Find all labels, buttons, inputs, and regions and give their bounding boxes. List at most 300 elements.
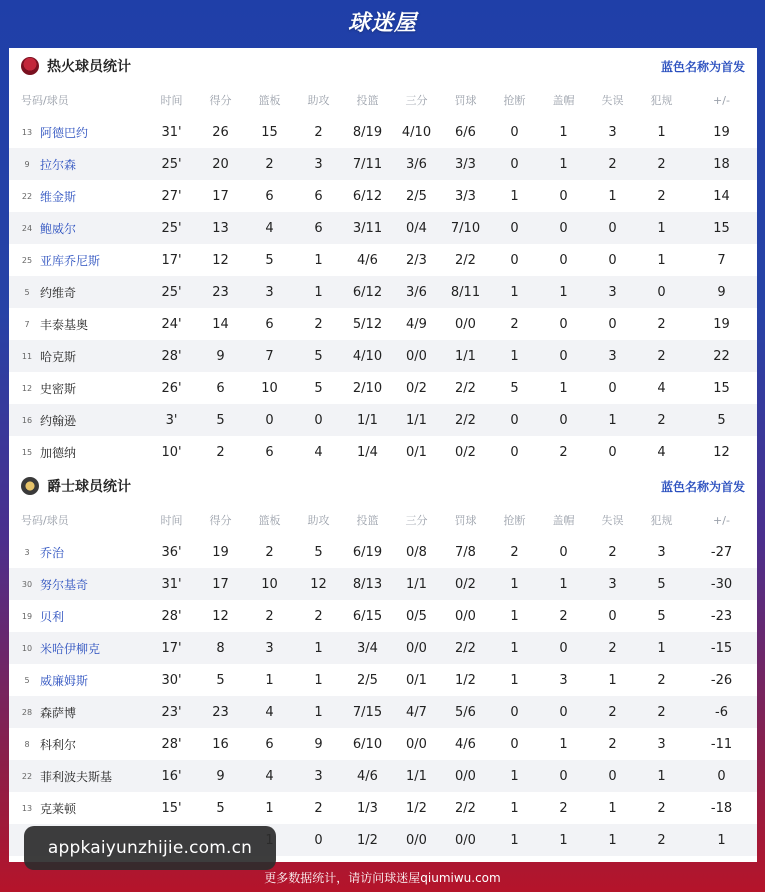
stat-cell: 6 (265, 444, 274, 460)
stat-cell: 1/1 (392, 568, 441, 600)
column-header: 罚球 (454, 94, 477, 107)
stat-cell: 8/11 (441, 276, 490, 308)
stat-cell: 1 (588, 824, 637, 856)
player-number: 13 (21, 803, 33, 813)
stat-cell: 31' (147, 568, 196, 600)
player-name[interactable]: 加德纳 (40, 445, 77, 460)
stat-cell: 2 (314, 316, 323, 332)
stat-cell: 1 (490, 568, 539, 600)
column-header: 时间 (160, 94, 183, 107)
stat-cell: 23 (196, 696, 245, 728)
table-row (9, 568, 757, 600)
player-name[interactable]: 威廉姆斯 (40, 673, 89, 688)
stat-cell: 1 (539, 568, 588, 600)
stat-cell: 0/8 (406, 544, 427, 560)
stat-cell: 0 (510, 252, 519, 268)
stat-cell: -30 (686, 568, 757, 600)
stat-cell: 15 (261, 124, 278, 140)
stat-cell: 4/7 (392, 696, 441, 728)
stat-cell: 6 (265, 188, 274, 204)
stat-cell: 6 (216, 380, 225, 396)
stat-cell: 1 (608, 188, 617, 204)
stat-cell: 2 (510, 544, 519, 560)
stat-cell: 8/19 (352, 124, 383, 140)
table-row (9, 372, 757, 404)
stat-cell: 1/2 (343, 824, 392, 856)
section-title (21, 476, 131, 496)
player-name[interactable]: 鲍威尔 (40, 221, 77, 236)
stat-cell: 1 (490, 632, 539, 664)
stat-cell: 7 (717, 252, 726, 268)
player-cell (9, 308, 147, 340)
stat-cell: 4 (657, 380, 666, 396)
stat-cell: 15 (713, 380, 730, 396)
stat-cell: -27 (710, 544, 733, 560)
stat-cell: 3/3 (455, 188, 476, 204)
stat-cell: 2/2 (455, 252, 476, 268)
column-header: 助攻 (307, 94, 330, 107)
stat-cell: 2 (314, 608, 323, 624)
stat-cell: 0 (510, 736, 519, 752)
player-cell (9, 568, 147, 600)
player-name[interactable]: 约翰逊 (40, 413, 77, 428)
column-header: 号码/球员 (21, 514, 69, 527)
stat-cell: 3/11 (343, 212, 392, 244)
player-name[interactable]: 科利尔 (40, 737, 77, 752)
stat-cell: 1 (657, 124, 666, 140)
stat-cell: 1/2 (455, 672, 476, 688)
stat-cell: 1 (539, 824, 588, 856)
stat-cell: 27' (161, 188, 182, 204)
stat-cell: 1/2 (406, 800, 427, 816)
stat-cell: 4/9 (406, 316, 427, 332)
stat-cell: 1/4 (357, 444, 378, 460)
stat-cell: 0/0 (392, 824, 441, 856)
stat-cell: 0 (637, 276, 686, 308)
stat-cell: 0/0 (406, 736, 427, 752)
stat-cell: 1 (637, 760, 686, 792)
stat-cell: 5/12 (352, 316, 383, 332)
stat-cell: 1 (490, 760, 539, 792)
player-cell (9, 116, 147, 148)
stat-cell: 5 (265, 252, 274, 268)
stat-cell: 2 (265, 544, 274, 560)
stat-cell: 1 (510, 188, 519, 204)
table-row (9, 276, 757, 308)
stat-cell: 6/15 (352, 608, 383, 624)
team-title: 爵士球员统计 (47, 479, 131, 495)
stat-cell: 9 (196, 760, 245, 792)
stat-cell: 1 (294, 632, 343, 664)
column-header: +/- (713, 93, 730, 107)
stat-cell: 19 (713, 124, 730, 140)
starter-note: 蓝色名称为首发 (660, 479, 745, 494)
stat-cell: 2 (559, 444, 568, 460)
stat-cell: 15 (686, 212, 757, 244)
stat-cell: 2 (657, 672, 666, 688)
starter-note: 蓝色名称为首发 (660, 59, 745, 74)
stat-cell: 3/4 (343, 632, 392, 664)
stat-cell: 28' (161, 736, 182, 752)
stat-cell: 1 (559, 736, 568, 752)
section-header (9, 48, 757, 84)
stat-cell: 2 (265, 608, 274, 624)
stat-cell: 6/12 (352, 188, 383, 204)
stat-cell: 3 (588, 276, 637, 308)
stat-cell: 16' (147, 760, 196, 792)
player-number: 12 (21, 383, 33, 393)
stat-cell: 2 (637, 824, 686, 856)
player-number: 15 (21, 447, 33, 457)
stat-cell: 10 (245, 568, 294, 600)
player-number: 22 (21, 191, 33, 201)
stat-cell: 24' (161, 316, 182, 332)
stat-cell: 2 (637, 148, 686, 180)
column-header: 抢断 (503, 514, 526, 527)
player-number: 22 (21, 771, 33, 781)
stat-cell: 2 (637, 404, 686, 436)
stat-cell: -15 (686, 632, 757, 664)
column-header: 号码/球员 (21, 94, 69, 107)
stat-cell: 0 (510, 124, 519, 140)
player-name[interactable]: 丰泰基奥 (40, 317, 89, 332)
stat-cell: 0 (608, 380, 617, 396)
column-header: 投篮 (356, 514, 379, 527)
player-cell (9, 180, 147, 212)
column-header: 三分 (405, 514, 428, 527)
player-number: 25 (21, 255, 33, 265)
stat-cell: 0 (608, 252, 617, 268)
column-header: 失误 (601, 514, 624, 527)
stat-cell: 3/6 (392, 276, 441, 308)
stat-cell: 8 (196, 632, 245, 664)
column-header: 篮板 (258, 514, 281, 527)
stat-cell: 1 (294, 696, 343, 728)
stat-cell: 2/2 (455, 800, 476, 816)
stat-cell: 0 (245, 404, 294, 436)
player-name[interactable]: 史密斯 (40, 381, 77, 396)
table-row (9, 308, 757, 340)
heat-logo-icon (21, 57, 39, 75)
stat-cell: 4/10 (401, 124, 432, 140)
stat-cell: 3 (588, 340, 637, 372)
table-row (9, 760, 757, 792)
player-name[interactable]: 哈克斯 (40, 349, 77, 364)
stat-cell: 4 (657, 444, 666, 460)
stat-cell: 0 (490, 212, 539, 244)
footer-link[interactable]: 更多数据统计，请访问球迷屋qiumiwu.com (264, 870, 501, 885)
stat-cell: 3 (559, 672, 568, 688)
stat-cell: 0 (608, 608, 617, 624)
stat-cell: 5 (510, 380, 519, 396)
stat-cell: 17' (161, 252, 182, 268)
section-header (9, 468, 757, 504)
stat-cell: 3 (245, 632, 294, 664)
stat-cell: 9 (686, 276, 757, 308)
stat-cell: 5 (637, 568, 686, 600)
stat-cell: 19 (212, 544, 229, 560)
player-cell (9, 212, 147, 244)
table-row (9, 664, 757, 696)
player-number: 5 (24, 675, 30, 685)
stat-cell: 4 (245, 760, 294, 792)
stat-cell: 1 (314, 672, 323, 688)
player-name[interactable]: 克莱顿 (40, 801, 77, 816)
stat-cell: 2/2 (455, 380, 476, 396)
stat-cell: -6 (686, 696, 757, 728)
stat-cell: 2/10 (352, 380, 383, 396)
stat-cell: 4/6 (343, 760, 392, 792)
stat-cell: 2/2 (441, 404, 490, 436)
column-header: +/- (713, 513, 730, 527)
stat-cell: 6 (294, 212, 343, 244)
stats-panel (9, 48, 757, 862)
stat-cell: 1/1 (392, 404, 441, 436)
stat-cell: 0/0 (441, 760, 490, 792)
stat-cell: 3/3 (441, 148, 490, 180)
stat-cell: 5 (657, 608, 666, 624)
table-row (9, 116, 757, 148)
player-number: 5 (24, 287, 30, 297)
stat-cell: 10 (261, 380, 278, 396)
stat-cell: 0 (686, 760, 757, 792)
stat-cell: 0/0 (392, 340, 441, 372)
table-row (9, 340, 757, 372)
table-row (9, 180, 757, 212)
stat-cell: 1/3 (357, 800, 378, 816)
stat-cell: 1/1 (392, 760, 441, 792)
stat-cell: 1 (294, 276, 343, 308)
stat-cell: 23 (196, 276, 245, 308)
player-name[interactable]: 森萨博 (40, 705, 77, 720)
column-header: 犯规 (650, 514, 673, 527)
table-row (9, 436, 757, 468)
stat-cell: 2 (657, 316, 666, 332)
stat-cell: 31' (161, 124, 182, 140)
player-name[interactable]: 米哈伊柳克 (40, 641, 101, 656)
stat-cell: 0 (490, 696, 539, 728)
stat-cell: 2 (637, 696, 686, 728)
stat-cell: 1 (265, 672, 274, 688)
player-cell (9, 536, 147, 568)
player-name[interactable]: 拉尔森 (40, 157, 77, 172)
stat-cell: 2 (588, 148, 637, 180)
stat-cell: 2 (608, 736, 617, 752)
table-header-row (9, 504, 757, 536)
table-row (9, 632, 757, 664)
table-row (9, 600, 757, 632)
stat-cell: 22 (686, 340, 757, 372)
column-header: 盖帽 (552, 94, 575, 107)
stat-cell: 3 (608, 124, 617, 140)
stat-cell: 3 (588, 568, 637, 600)
stat-cell: 18 (686, 148, 757, 180)
stat-cell: 0 (490, 148, 539, 180)
stat-cell: 5/6 (441, 696, 490, 728)
stat-cell: 1 (588, 404, 637, 436)
stat-cell: 5 (294, 340, 343, 372)
stat-cell: 7/11 (343, 148, 392, 180)
stat-cell: 19 (713, 316, 730, 332)
stat-cell: 17' (147, 632, 196, 664)
stat-cell: 3 (657, 544, 666, 560)
player-cell (9, 148, 147, 180)
stat-cell: 5 (216, 672, 225, 688)
stat-cell: 4 (245, 696, 294, 728)
stat-cell: 0/2 (441, 568, 490, 600)
player-name[interactable]: 努尔基奇 (40, 577, 89, 592)
stat-cell: 17 (212, 188, 229, 204)
stat-cell: 0 (294, 404, 343, 436)
player-name[interactable]: 维金斯 (40, 189, 77, 204)
stat-cell: 0 (588, 760, 637, 792)
stat-cell: 1 (608, 672, 617, 688)
column-header: 得分 (209, 514, 232, 527)
table-header-row (9, 84, 757, 116)
stat-cell: 0/0 (455, 316, 476, 332)
column-header: 助攻 (307, 514, 330, 527)
stat-cell: 12 (713, 444, 730, 460)
column-header: 时间 (160, 514, 183, 527)
stat-cell: 5 (314, 380, 323, 396)
table-row (9, 792, 757, 824)
table-row (9, 148, 757, 180)
stat-cell: 2 (588, 696, 637, 728)
stat-cell: 1 (539, 276, 588, 308)
stat-cell: 7 (245, 340, 294, 372)
player-number: 11 (21, 351, 33, 361)
stat-cell: -11 (710, 736, 733, 752)
stat-cell: 3' (147, 404, 196, 436)
stat-cell: 9 (314, 736, 323, 752)
stat-cell: 1 (490, 340, 539, 372)
stat-cell: 10' (161, 444, 182, 460)
stat-cell: 2 (216, 444, 225, 460)
stat-cell: 6/19 (352, 544, 383, 560)
column-header: 抢断 (503, 94, 526, 107)
stat-cell: 5 (686, 404, 757, 436)
stat-cell: 1/1 (343, 404, 392, 436)
table-row (9, 244, 757, 276)
stat-cell: 1 (559, 380, 568, 396)
player-number: 28 (21, 707, 33, 717)
stat-cell: 0/5 (406, 608, 427, 624)
stat-cell: 12 (294, 568, 343, 600)
player-cell (9, 728, 147, 760)
stat-cell: 1 (637, 632, 686, 664)
player-cell (9, 760, 147, 792)
stat-cell: -18 (710, 800, 733, 816)
player-name[interactable]: 阿德巴约 (40, 125, 89, 140)
column-header: 篮板 (258, 94, 281, 107)
stat-cell: -23 (710, 608, 733, 624)
player-cell (9, 404, 147, 436)
player-cell (9, 372, 147, 404)
stat-cell: 0 (588, 212, 637, 244)
stat-cell: 26 (212, 124, 229, 140)
stat-cell: 3 (657, 736, 666, 752)
team-title: 热火球员统计 (47, 59, 131, 75)
stat-cell: 4/6 (455, 736, 476, 752)
stat-cell: 6/10 (352, 736, 383, 752)
stat-cell: 16 (212, 736, 229, 752)
stat-cell: 0 (539, 212, 588, 244)
stat-cell: 2 (245, 148, 294, 180)
player-number: 10 (21, 643, 33, 653)
stat-cell: 28' (161, 608, 182, 624)
stat-cell: 4 (245, 212, 294, 244)
player-name[interactable]: 菲利波夫斯基 (40, 769, 113, 784)
stat-cell: 5 (216, 800, 225, 816)
stat-cell: 0/1 (406, 672, 427, 688)
stat-cell: 0/1 (406, 444, 427, 460)
player-cell (9, 632, 147, 664)
stat-cell: 5 (314, 544, 323, 560)
stat-cell: 3 (294, 148, 343, 180)
stat-cell: 1 (657, 252, 666, 268)
player-name[interactable]: 乔治 (40, 545, 65, 560)
stat-cell: 0 (490, 404, 539, 436)
player-name[interactable]: 贝利 (40, 609, 65, 624)
stat-cell: 0/2 (406, 380, 427, 396)
stat-cell: 14 (713, 188, 730, 204)
stat-cell: 0 (608, 444, 617, 460)
column-header: 投篮 (356, 94, 379, 107)
stat-cell: 0 (559, 544, 568, 560)
stat-cell: 28' (147, 340, 196, 372)
player-number: 24 (21, 223, 33, 233)
player-cell (9, 436, 147, 468)
table-row (9, 536, 757, 568)
stat-cell: 0 (559, 316, 568, 332)
table-row (9, 404, 757, 436)
stat-cell: 13 (196, 212, 245, 244)
stat-cell: 3/6 (392, 148, 441, 180)
stat-cell: 36' (161, 544, 182, 560)
stat-cell: 6 (314, 188, 323, 204)
column-header: 盖帽 (552, 514, 575, 527)
stat-cell: 2 (559, 800, 568, 816)
stat-cell: 25' (147, 212, 196, 244)
stat-cell: 0 (539, 340, 588, 372)
stat-cell: 3 (245, 276, 294, 308)
stat-cell: 7/15 (343, 696, 392, 728)
stat-cell: 4 (314, 444, 323, 460)
stat-cell: 2 (657, 800, 666, 816)
player-number: 3 (24, 547, 30, 557)
column-header: 得分 (209, 94, 232, 107)
brand-logo: 球迷屋 (347, 11, 417, 36)
stat-cell: 0 (539, 760, 588, 792)
player-name[interactable]: 约维奇 (40, 285, 77, 300)
stat-cell: 0 (608, 316, 617, 332)
stat-cell: 2 (314, 800, 323, 816)
stat-cell: 2 (559, 608, 568, 624)
stat-cell: 1 (314, 252, 323, 268)
player-name[interactable]: 亚库乔尼斯 (40, 253, 101, 268)
stat-cell: 7/10 (441, 212, 490, 244)
stat-cell: 0/0 (455, 608, 476, 624)
stat-cell: 0/4 (392, 212, 441, 244)
stat-cell: 7/8 (455, 544, 476, 560)
stats-table (9, 84, 757, 468)
section-title (21, 56, 131, 76)
stat-cell: 0 (539, 632, 588, 664)
stat-cell: 0 (294, 824, 343, 856)
stat-cell: 1 (490, 276, 539, 308)
stat-cell: 2 (588, 632, 637, 664)
stat-cell: 0 (510, 444, 519, 460)
